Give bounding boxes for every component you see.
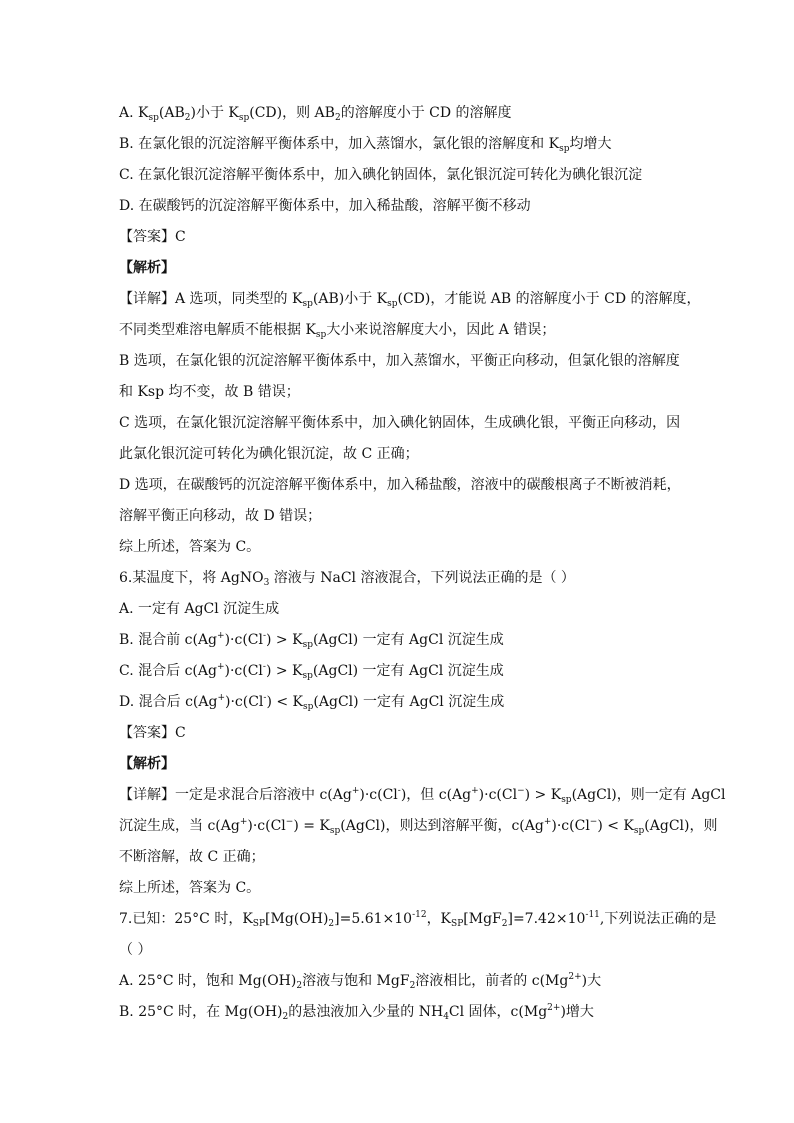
- q6-analysis-label: 【解析】: [119, 756, 175, 772]
- q5-detail-line: 此氯化银沉淀可转化为碘化银沉淀，故 C 正确；: [119, 446, 419, 462]
- q5-analysis-label: 【解析】: [119, 260, 175, 276]
- q5-option-b: B. 在氯化银的沉淀溶解平衡体系中，加入蒸馏水，氯化银的溶解度和 $K_{sp}$均增大: [119, 136, 612, 154]
- q7-stem: 7.已知：25°C 时，$K_{SP}[Mg(OH)_2]=5.61\times 10^{-12}$，$K_{SP}[MgF_2]=7.42\times 10^{-11}$,下列说法正确的是: [119, 910, 717, 929]
- q5-detail-line: B 选项，在氯化银的沉淀溶解平衡体系中，加入蒸馏水，平衡正向移动，但氯化银的溶解度: [119, 353, 680, 369]
- q6-option-a: A. 一定有 AgCl 沉淀生成: [119, 601, 280, 617]
- q6-option-d: D. 混合后 $c(Ag^+)\cdot c(Cl^-) < K_{sp}(AgCl)$ 一定有 AgCl 沉淀生成: [119, 693, 505, 712]
- q7-option-b: B. 25°C 时，在 $Mg(OH)_2$的悬浊液加入少量的 $NH_4Cl$ 固体，$c(Mg^{2+})$增大: [119, 1003, 594, 1022]
- q5-detail-line: 溶解平衡正向移动，故 D 错误；: [119, 508, 322, 524]
- q6-detail-line: 沉淀生成，当 $c(Ag^+)\cdot c(Cl^-) = K_{sp}(AgCl)$，则达到溶解平衡，$c(Ag^+)\cdot c(Cl^-) < K_{sp}(AgCl)$，则: [119, 817, 718, 836]
- q6-detail-line: 【详解】一定是求混合后溶液中 c(Ag+)·c(Cl-)，但 $c(Ag^+)\cdot c(Cl^-) > K_{sp}(AgCl)$，则一定有 AgCl: [119, 786, 726, 805]
- q6-summary: 综上所述，答案为 C。: [119, 880, 261, 896]
- q6-stem: 6.某温度下，将 AgNO$_3$ 溶液与 NaCl 溶液混合，下列说法正确的是（ ）: [119, 570, 575, 588]
- q5-option-c: C. 在氯化银沉淀溶解平衡体系中，加入碘化钠固体，氯化银沉淀可转化为碘化银沉淀: [119, 167, 643, 183]
- q5-detail-line: D 选项，在碳酸钙的沉淀溶解平衡体系中，加入稀盐酸，溶液中的碳酸根离子不断被消耗，: [119, 477, 681, 493]
- q5-option-a: A. $K_{sp}(AB_2)$小于 $K_{sp}(CD)$，则 $AB_2$的溶解度小于 CD 的溶解度: [119, 105, 512, 123]
- q7-option-a: A. 25°C 时，饱和 $Mg(OH)_2$溶液与饱和 MgF$_2$溶液相比，前者的 $c(Mg^{2+})$大: [119, 972, 602, 991]
- q5-detail-line: 不同类型难溶电解质不能根据 $K_{sp}$大小来说溶解度大小，因此 A 错误；: [119, 322, 556, 340]
- q7-answer-paren: （ ）: [119, 942, 152, 958]
- q6-option-c: C. 混合后 $c(Ag^+)\cdot c(Cl^-) > K_{sp}(AgCl)$ 一定有 AgCl 沉淀生成: [119, 662, 504, 681]
- q6-detail-line: 不断溶解，故 C 正确；: [119, 849, 265, 865]
- q5-answer: 【答案】C: [119, 229, 186, 245]
- q6-answer: 【答案】C: [119, 725, 186, 741]
- q5-summary: 综上所述，答案为 C。: [119, 539, 261, 555]
- q5-detail-line: 【详解】A 选项，同类型的 $K_{sp}(AB)$小于 $K_{sp}(CD)$，才能说 AB 的溶解度小于 CD 的溶解度，: [119, 291, 701, 309]
- q5-option-d: D. 在碳酸钙的沉淀溶解平衡体系中，加入稀盐酸，溶解平衡不移动: [119, 198, 531, 214]
- q5-detail-line: C 选项，在氯化银沉淀溶解平衡体系中，加入碘化钠固体，生成碘化银，平衡正向移动，因: [119, 415, 681, 431]
- q6-option-b: B. 混合前 $c(Ag^+)\cdot c(Cl^-) > K_{sp}(AgCl)$ 一定有 AgCl 沉淀生成: [119, 631, 504, 650]
- q5-detail-line: 和 Ksp 均不变，故 B 错误；: [119, 384, 300, 400]
